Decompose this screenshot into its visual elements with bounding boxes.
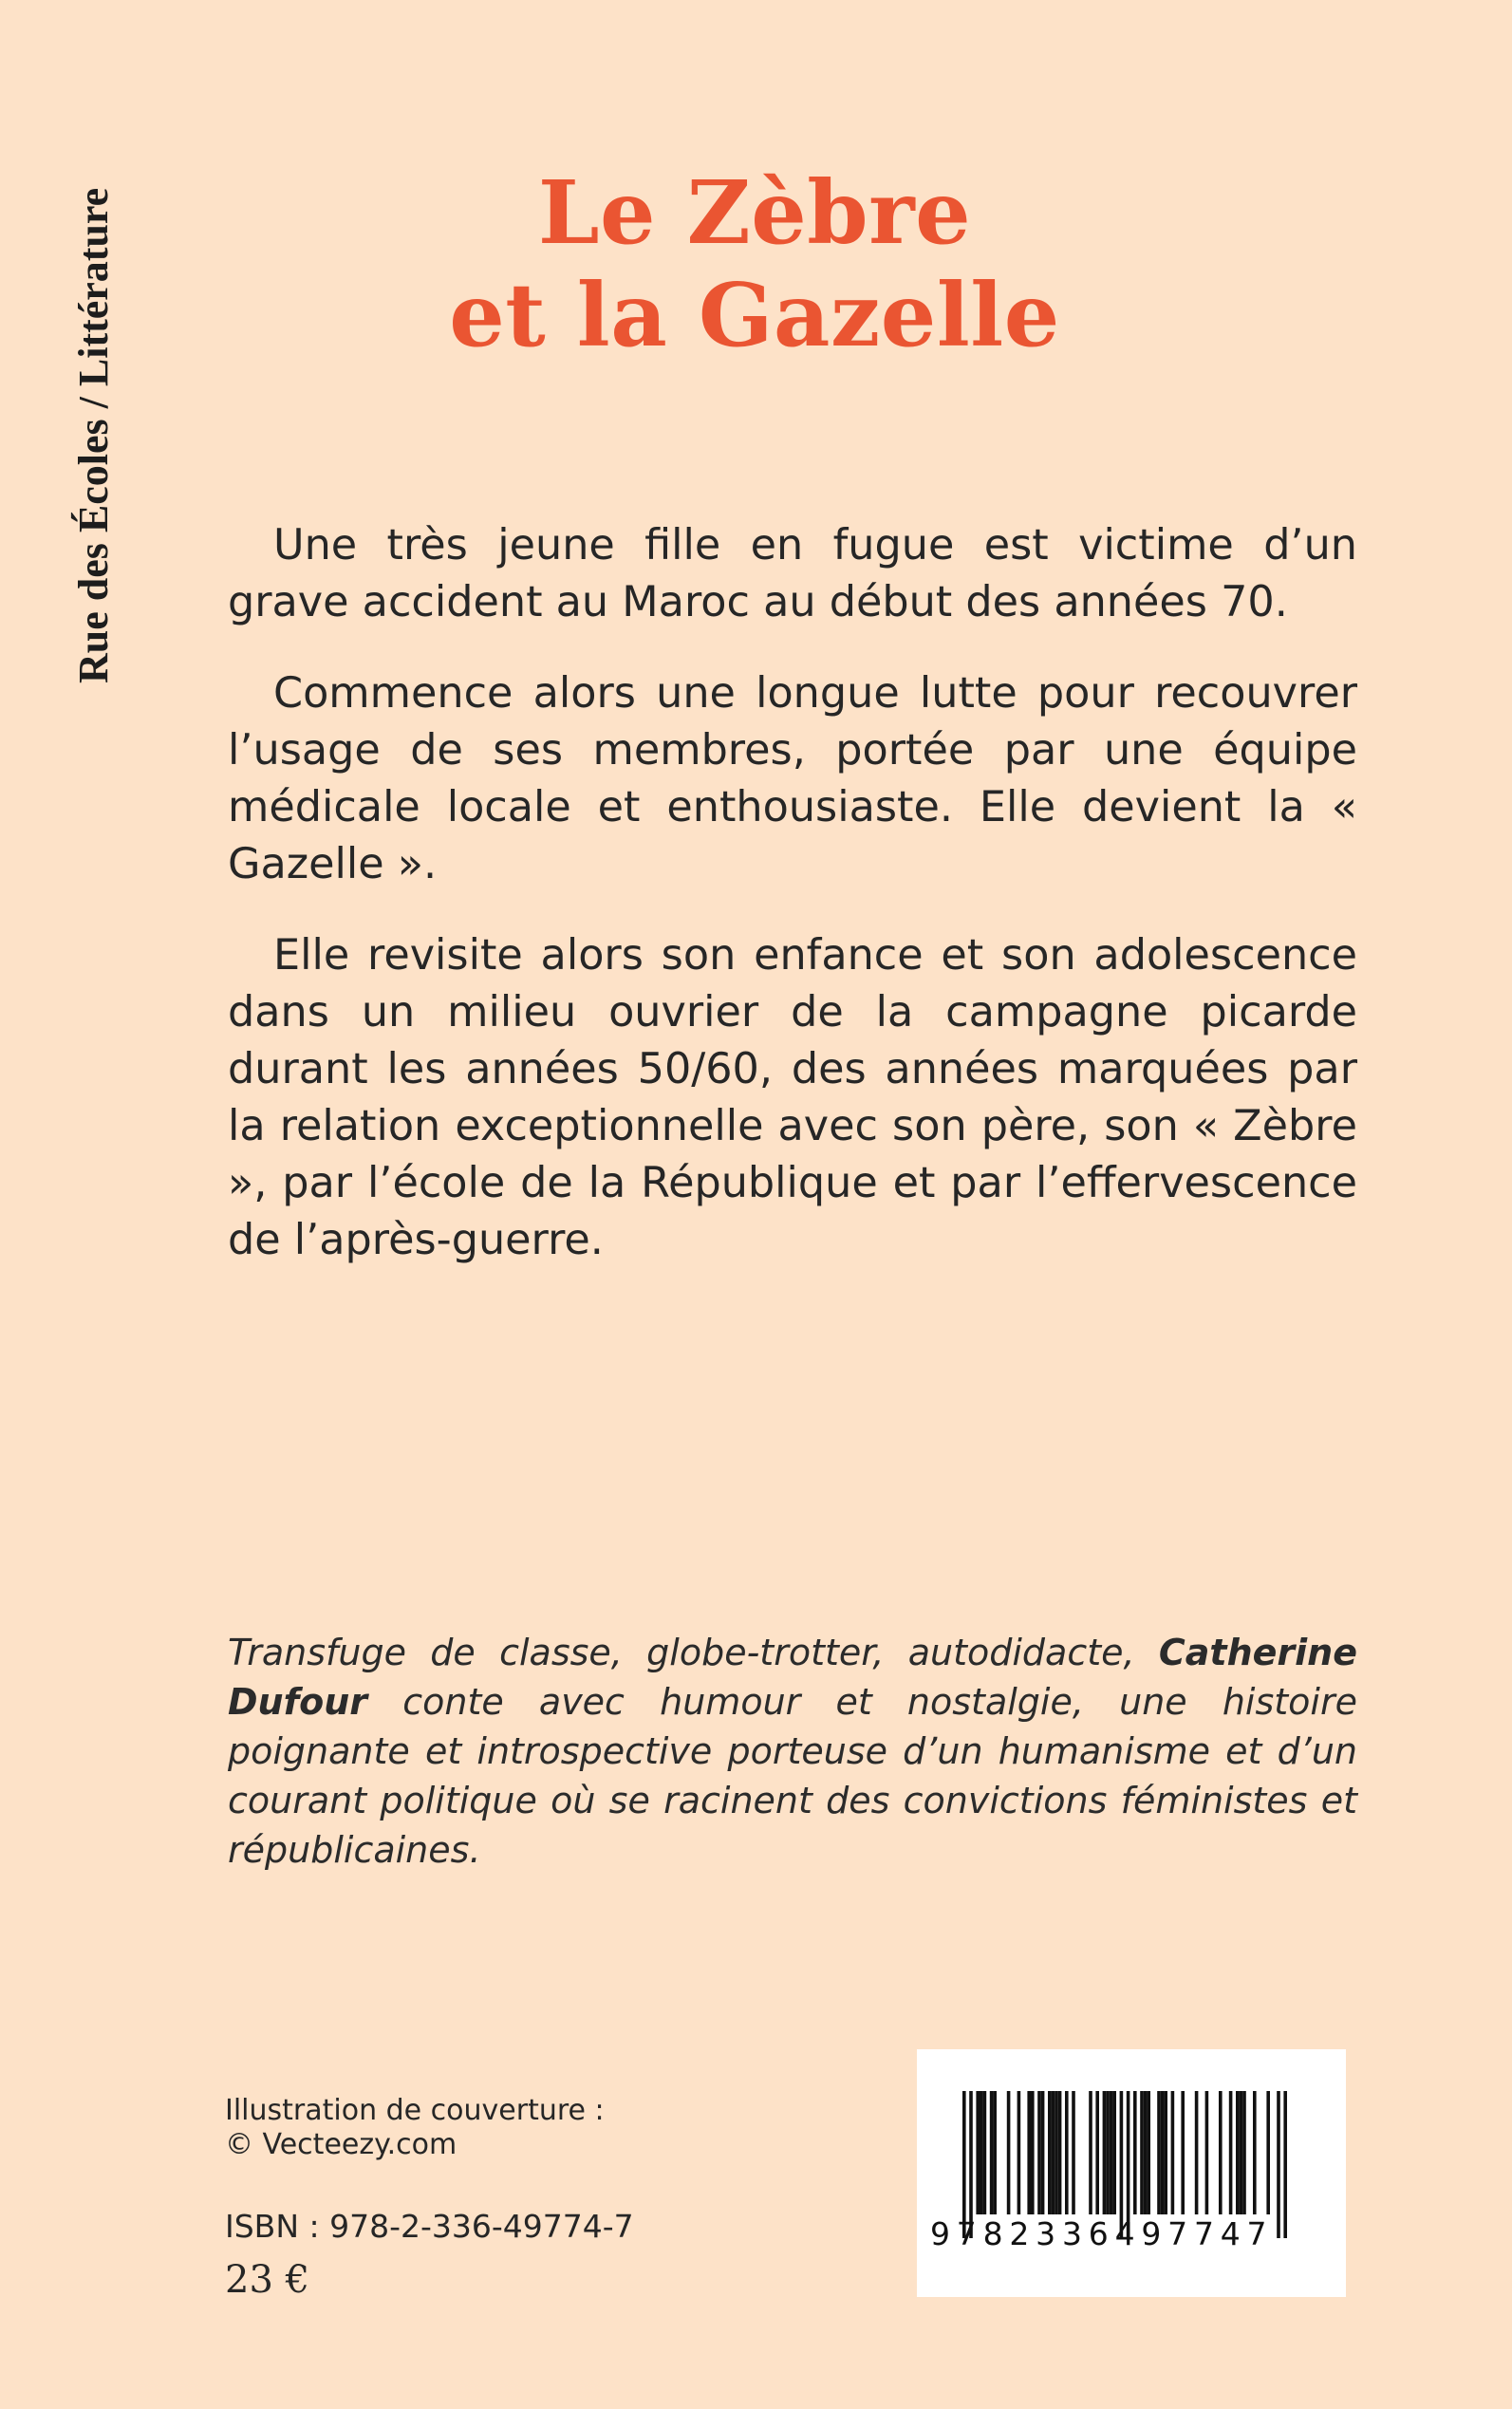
barcode-bar (1072, 2091, 1075, 2214)
illustration-credits (225, 2094, 605, 2162)
barcode-bar (1133, 2091, 1137, 2214)
credits-label: Illustration de couverture : (225, 2094, 605, 2127)
price: 23 € (225, 2258, 310, 2302)
barcode-bar (1147, 2091, 1150, 2214)
barcode-bar (1240, 2091, 1243, 2214)
credits-source: © Vecteezy.com (225, 2128, 457, 2161)
book-title-line-1: Le Zèbre (537, 161, 972, 264)
barcode-bar (983, 2091, 987, 2214)
blurb-paragraph-2: Commence alors une longue lutte pour recouvrer l’usage de ses membres, portée par une équipe médicale locale et enthousiaste. Elle devient la « Gazelle ». (228, 669, 1357, 888)
barcode-bar (1110, 2091, 1113, 2214)
barcode-bar (1095, 2091, 1099, 2214)
barcode-bar (1140, 2091, 1144, 2214)
barcode-bar (1031, 2091, 1035, 2214)
barcode-bar (1181, 2091, 1185, 2214)
barcode-digits: 9782336497747 (930, 2215, 1274, 2252)
barcode-bar (1048, 2091, 1052, 2214)
barcode-bar (1144, 2091, 1148, 2214)
barcode-bar (1236, 2091, 1240, 2214)
barcode-bar (1058, 2091, 1062, 2214)
barcode-bar (1037, 2091, 1041, 2214)
barcode-bar (1103, 2091, 1107, 2214)
author-name: Catherine Dufour (228, 1632, 1357, 1723)
barcode-bar (1171, 2091, 1175, 2214)
barcode-bar (993, 2091, 997, 2214)
barcode-bar (1157, 2091, 1161, 2214)
blurb-paragraph-3: Elle revisite alors son enfance et son adolescence dans un milieu ouvrier de la campagne picarde durant les années 50/60, des années marquées par la relation exceptionnelle avec son père, son « Zèbre », par l’école de la République et par l’effervescence de l’après-guerre. (228, 931, 1357, 1264)
barcode-bar (1161, 2091, 1165, 2214)
barcode-bar (1089, 2091, 1092, 2214)
author-bio-rest: conte avec humour et nostalgie, une histoire poignante et introspective porteuse d’un humanisme et d’un courant politique où se racinent des convictions féministes et républicaines. (228, 1681, 1357, 1871)
barcode-bar (1205, 2091, 1209, 2214)
barcode (917, 2049, 1346, 2297)
barcode-bar (1219, 2091, 1223, 2214)
barcode-bar (1055, 2091, 1058, 2214)
author-bio (228, 1628, 1357, 1875)
barcode-bar (1106, 2091, 1110, 2214)
barcode-bar (976, 2091, 980, 2214)
spine-collection-label: Rue des Écoles / Littérature (70, 187, 117, 683)
barcode-bar (1041, 2091, 1045, 2214)
barcode-bar (1007, 2091, 1011, 2214)
barcode-bar (990, 2091, 994, 2214)
book-title-line-2: et la Gazelle (449, 264, 1060, 366)
isbn: ISBN : 978-2-336-49774-7 (225, 2208, 634, 2245)
barcode-bar (1195, 2091, 1199, 2214)
barcode-bar (1266, 2091, 1270, 2214)
barcode-bar (1065, 2091, 1069, 2214)
blurb-paragraph-1: Une très jeune fille en fugue est victime d’un grave accident au Maroc au début des années 70. (228, 521, 1357, 626)
author-bio-intro: Transfuge de classe, globe-trotter, autodidacte, (228, 1632, 1159, 1673)
barcode-bar (980, 2091, 983, 2214)
barcode-bar (1229, 2091, 1233, 2214)
barcode-bar (1164, 2091, 1167, 2214)
barcode-bar (1027, 2091, 1031, 2214)
blurb (228, 517, 1357, 1303)
barcode-bar (1017, 2091, 1021, 2214)
barcode-bars (917, 2049, 1346, 2297)
barcode-bar (1052, 2091, 1055, 2214)
barcode-bar (1112, 2091, 1116, 2214)
barcode-bar (1253, 2091, 1257, 2214)
book-title (171, 161, 1338, 366)
barcode-bar (1242, 2091, 1246, 2214)
